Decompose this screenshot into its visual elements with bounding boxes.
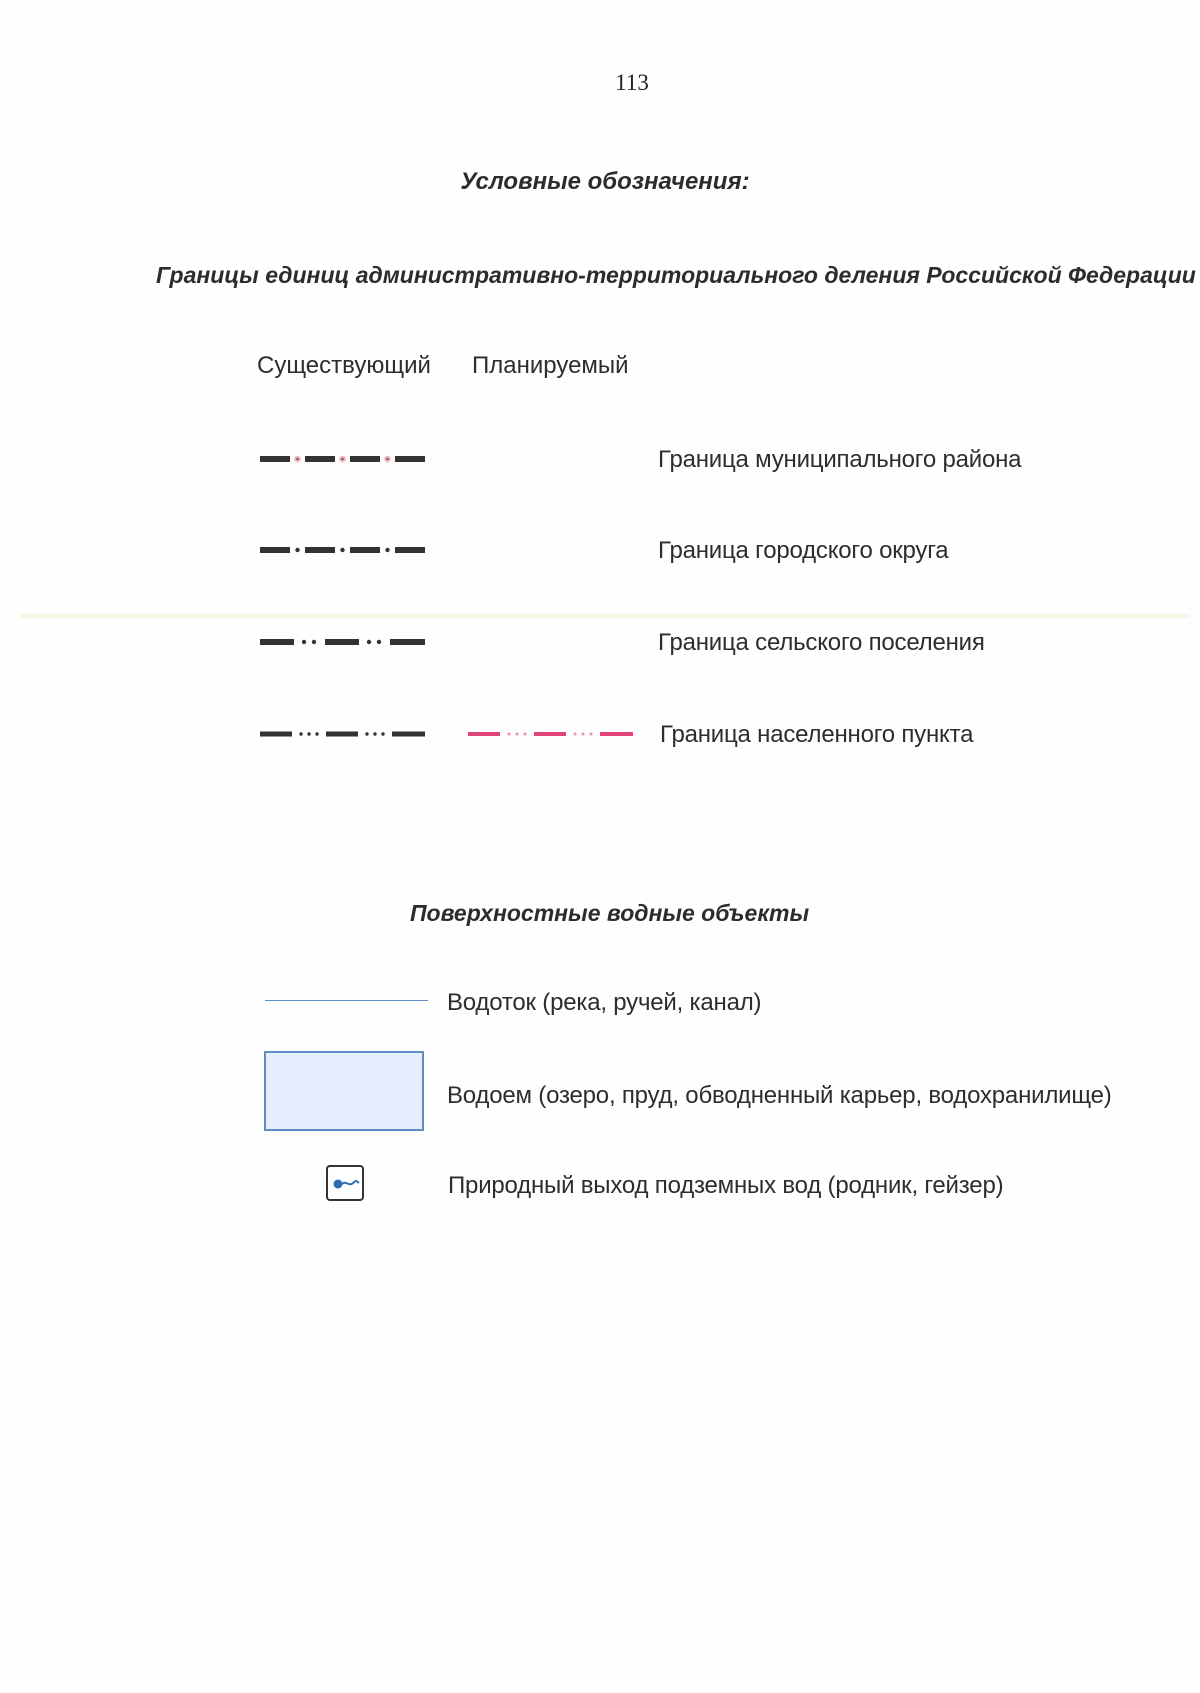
scan-band xyxy=(20,614,1190,618)
planned-locality-boundary-icon xyxy=(468,724,636,744)
column-header-existing: Существующий xyxy=(257,352,431,379)
boundaries-section-title: Границы единиц административно-территориального деления Российской Федерации xyxy=(156,262,1196,288)
municipal-district-boundary-icon xyxy=(260,449,428,469)
locality-boundary-icon xyxy=(260,724,428,744)
legend-label-urban-district: Граница городского округа xyxy=(658,537,949,564)
watercourse-line-icon xyxy=(265,1000,428,1001)
spring-icon xyxy=(326,1165,364,1201)
legend-title: Условные обозначения: xyxy=(460,168,750,195)
legend-label-rural-settlement: Граница сельского поселения xyxy=(658,629,985,656)
legend-label-spring: Природный выход подземных вод (родник, гейзер) xyxy=(448,1172,1004,1199)
rural-settlement-boundary-icon xyxy=(260,632,428,652)
water-section-title: Поверхностные водные объекты xyxy=(410,900,810,926)
page-number: 113 xyxy=(615,70,649,95)
legend-label-watercourse: Водоток (река, ручей, канал) xyxy=(447,989,762,1016)
column-header-planned: Планируемый xyxy=(472,352,629,379)
urban-district-boundary-icon xyxy=(260,540,428,560)
legend-label-locality: Граница населенного пункта xyxy=(660,721,974,748)
water-body-area-icon xyxy=(264,1051,424,1131)
legend-label-municipal-district: Граница муниципального района xyxy=(658,446,1022,473)
legend-label-water-body: Водоем (озеро, пруд, обводненный карьер, водохранилище) xyxy=(447,1082,1112,1109)
